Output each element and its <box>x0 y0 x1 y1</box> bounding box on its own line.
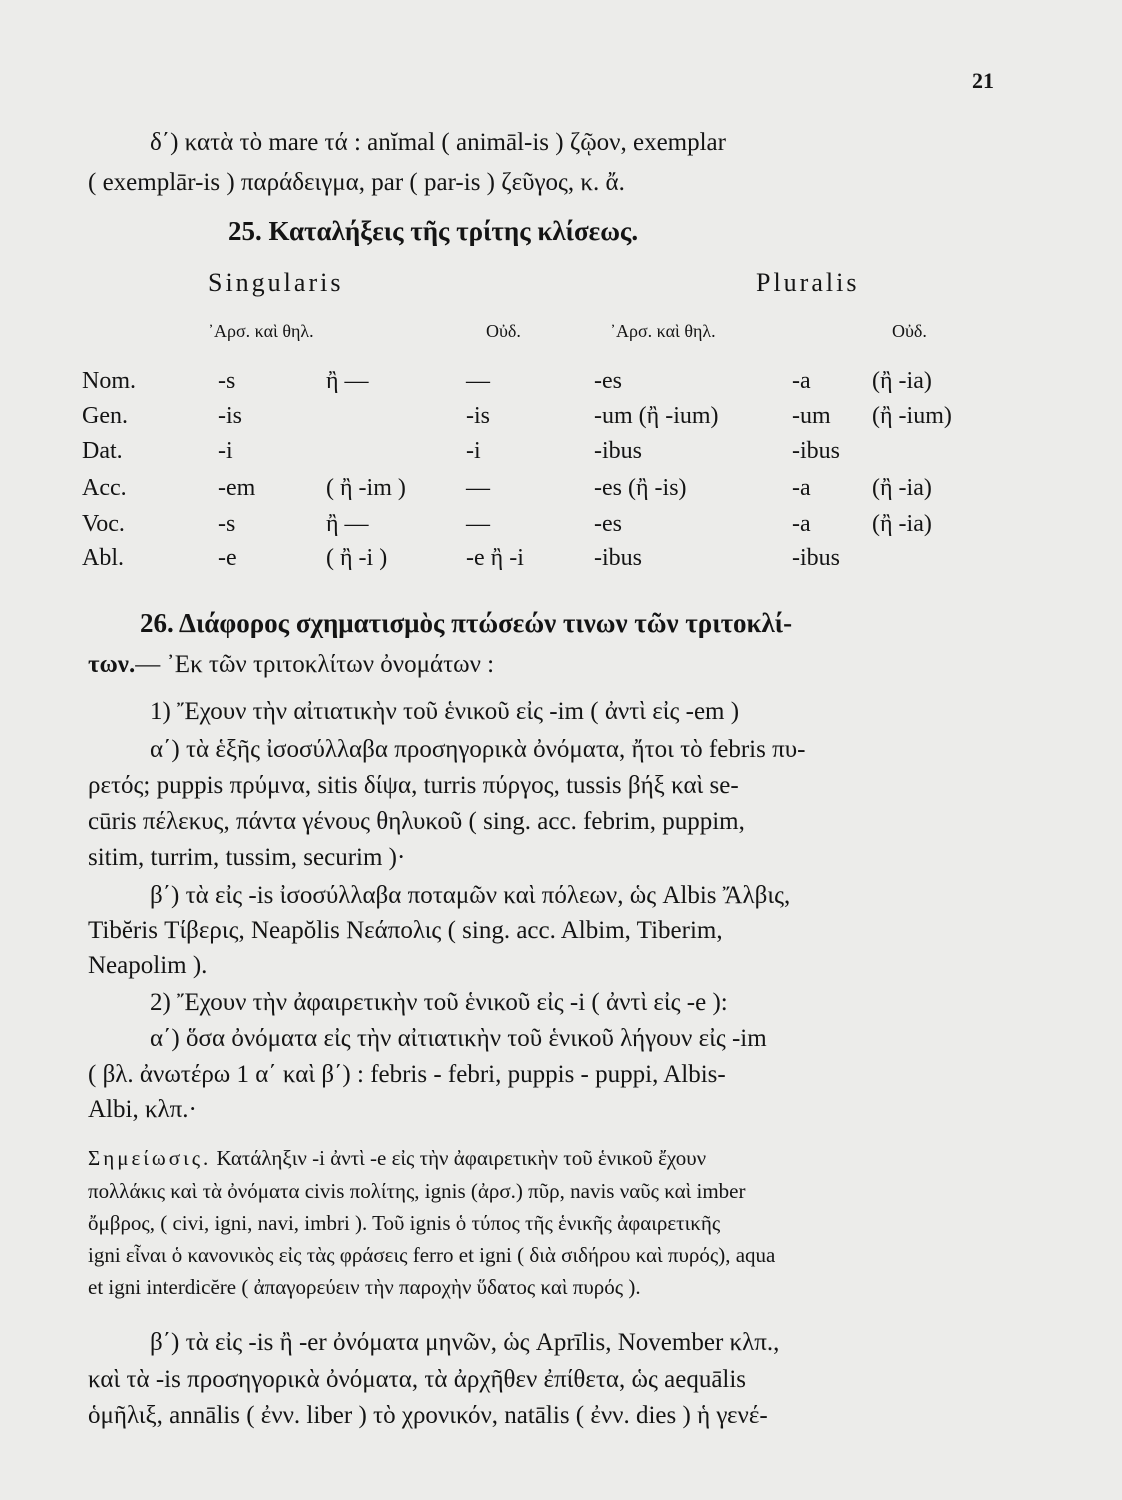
sing-neuter-ending: — <box>466 511 490 537</box>
sing-mf-alt-ending: ( ἢ -im ) <box>326 475 406 501</box>
sing-neuter-ending: — <box>466 368 490 394</box>
paragraph-line: ὁμῆλιξ, annālis ( ἐνν. liber ) τὸ χρονικόν, natālis ( ἐνν. dies ) ἡ γενέ- <box>88 1402 768 1429</box>
paragraph-line: cūris πέλεκυς, πάντα γένους θηλυκοῦ ( sing. acc. febrim, puppim, <box>88 808 745 835</box>
paragraph-line: α΄) τὰ ἑξῆς ἰσοσύλλαβα προσηγορικὰ ὀνόματα, ἤτοι τὸ febris πυ- <box>150 736 806 763</box>
paragraph-line: ( exemplār-is ) παράδειγμα, par ( par-is ) ζεῦγος, κ. ἄ. <box>88 169 625 196</box>
case-label: Nom. <box>82 368 136 394</box>
paragraph-line: β΄) τὰ εἰς -is ἰσοσύλλαβα ποταμῶν καὶ πόλεων, ὡς Albis Ἄλβις, <box>150 882 791 909</box>
paragraph-line: 1) Ἔχουν τὴν αἰτιατικὴν τοῦ ἑνικοῦ εἰς -im ( ἀντὶ εἰς -em ) <box>150 698 740 725</box>
note-line: πολλάκις καὶ τὰ ὀνόματα civis πολίτης, ignis (ἀρσ.) πῦρ, navis ναῦς καὶ imber <box>88 1179 746 1203</box>
section-26-title: 26. Διάφορος σχηματισμὸς πτώσεών τινων τῶν τριτοκλί- <box>140 608 793 638</box>
paragraph-line: Neapolim ). <box>88 952 208 979</box>
plur-neuter-alt-ending: (ἢ -ium) <box>872 403 952 429</box>
case-label: Gen. <box>82 403 128 429</box>
sing-mf-ending: -em <box>218 475 256 501</box>
paragraph-line: α΄) ὅσα ὀνόματα εἰς τὴν αἰτιατικὴν τοῦ ἑνικοῦ λήγουν εἰς -im <box>150 1025 767 1052</box>
plur-neuter-ending: -ibus <box>792 438 840 464</box>
plur-mf-ending: -es <box>594 368 622 394</box>
sing-mf-ending: -e <box>218 545 237 571</box>
case-label: Abl. <box>82 545 124 571</box>
section-26-title-cont <box>88 647 494 682</box>
column-header: Οὐδ. <box>892 321 927 341</box>
singularis-heading: Singularis <box>208 268 344 297</box>
note-line <box>88 1143 706 1173</box>
note-text: Κατάληξιν -i ἀντὶ -e εἰς τὴν ἀφαιρετικὴν τοῦ ἑνικοῦ ἔχουν <box>216 1146 707 1170</box>
note-line: ὄμβρος, ( civi, igni, navi, imbri ). Τοῦ ignis ὁ τύπος τῆς ἑνικῆς ἀφαιρετικῆς <box>88 1211 721 1235</box>
paragraph-line: ρετός; puppis πρύμνα, sitis δίψα, turris πύργος, tussis βήξ καὶ se- <box>88 772 739 799</box>
plur-neuter-ending: -a <box>792 511 811 537</box>
sing-neuter-ending: -is <box>466 403 490 429</box>
sing-mf-ending: -s <box>218 368 236 394</box>
plur-mf-ending: -ibus <box>594 438 642 464</box>
sing-neuter-ending: -i <box>466 438 481 464</box>
case-label: Voc. <box>82 511 125 537</box>
sing-mf-ending: -i <box>218 438 233 464</box>
pluralis-heading: Pluralis <box>756 268 860 297</box>
column-header: ᾿Αρσ. καὶ θηλ. <box>208 321 314 341</box>
section-26-intro: — ᾿Εκ τῶν τριτοκλίτων ὀνομάτων : <box>135 651 495 678</box>
note-line: igni εἶναι ὁ κανονικὸς εἰς τὰς φράσεις ferro et igni ( διὰ σιδήρου καὶ πυρός), aqua <box>88 1243 776 1267</box>
paragraph-line: καὶ τὰ -is προσηγορικὰ ὀνόματα, τὰ ἀρχῆθεν ἐπίθετα, ὡς aequālis <box>88 1366 747 1393</box>
plur-mf-ending: -es (ἢ -is) <box>594 475 687 501</box>
paragraph-line: Albi, κλπ.· <box>88 1096 197 1123</box>
case-label: Dat. <box>82 438 123 464</box>
plur-neuter-alt-ending: (ἢ -ia) <box>872 368 932 394</box>
sing-mf-alt-ending: ἢ — <box>326 368 369 394</box>
case-label: Acc. <box>82 475 127 501</box>
plur-neuter-ending: -a <box>792 368 811 394</box>
sing-mf-alt-ending: ἢ — <box>326 511 369 537</box>
paragraph-line: δ΄) κατὰ τὸ mare τά : anĭmal ( animāl-is ) ζῷον, exemplar <box>150 129 726 156</box>
plur-neuter-ending: -um <box>792 403 831 429</box>
sing-mf-ending: -is <box>218 403 242 429</box>
plur-mf-ending: -um (ἢ -ium) <box>594 403 719 429</box>
plur-neuter-ending: -a <box>792 475 811 501</box>
plur-mf-ending: -ibus <box>594 545 642 571</box>
column-header: Οὐδ. <box>486 321 521 341</box>
sing-mf-ending: -s <box>218 511 236 537</box>
note-label: Σημείωσις. <box>88 1146 212 1170</box>
section-26-title-end: των. <box>88 651 136 678</box>
plur-neuter-ending: -ibus <box>792 545 840 571</box>
section-25-title: 25. Καταλήξεις τῆς τρίτης κλίσεως. <box>228 216 639 246</box>
paragraph-line: ( βλ. ἀνωτέρω 1 α΄ καὶ β΄) : febris - febri, puppis - puppi, Albis- <box>88 1061 726 1088</box>
note-line: et igni interdicĕre ( ἀπαγορεύειν τὴν παροχὴν ὕδατος καὶ πυρός ). <box>88 1275 641 1299</box>
sing-neuter-ending: -e ἢ -i <box>466 545 524 571</box>
plur-neuter-alt-ending: (ἢ -ia) <box>872 475 932 501</box>
page-number: 21 <box>972 68 994 93</box>
column-header: ᾿Αρσ. καὶ θηλ. <box>610 321 716 341</box>
paragraph-line: β΄) τὰ εἰς -is ἢ -er ὀνόματα μηνῶν, ὡς Aprīlis, November κλπ., <box>150 1329 780 1356</box>
plur-neuter-alt-ending: (ἢ -ia) <box>872 511 932 537</box>
plur-mf-ending: -es <box>594 511 622 537</box>
paragraph-line: sitim, turrim, tussim, securim )· <box>88 844 406 871</box>
paragraph-line: Tibĕris Τίβερις, Neapŏlis Νεάπολις ( sing. acc. Albim, Tiberim, <box>88 917 723 944</box>
paragraph-line: 2) Ἔχουν τὴν ἀφαιρετικὴν τοῦ ἑνικοῦ εἰς -i ( ἀντὶ εἰς -e ): <box>150 989 728 1016</box>
sing-mf-alt-ending: ( ἢ -i ) <box>326 545 388 571</box>
sing-neuter-ending: — <box>466 475 490 501</box>
